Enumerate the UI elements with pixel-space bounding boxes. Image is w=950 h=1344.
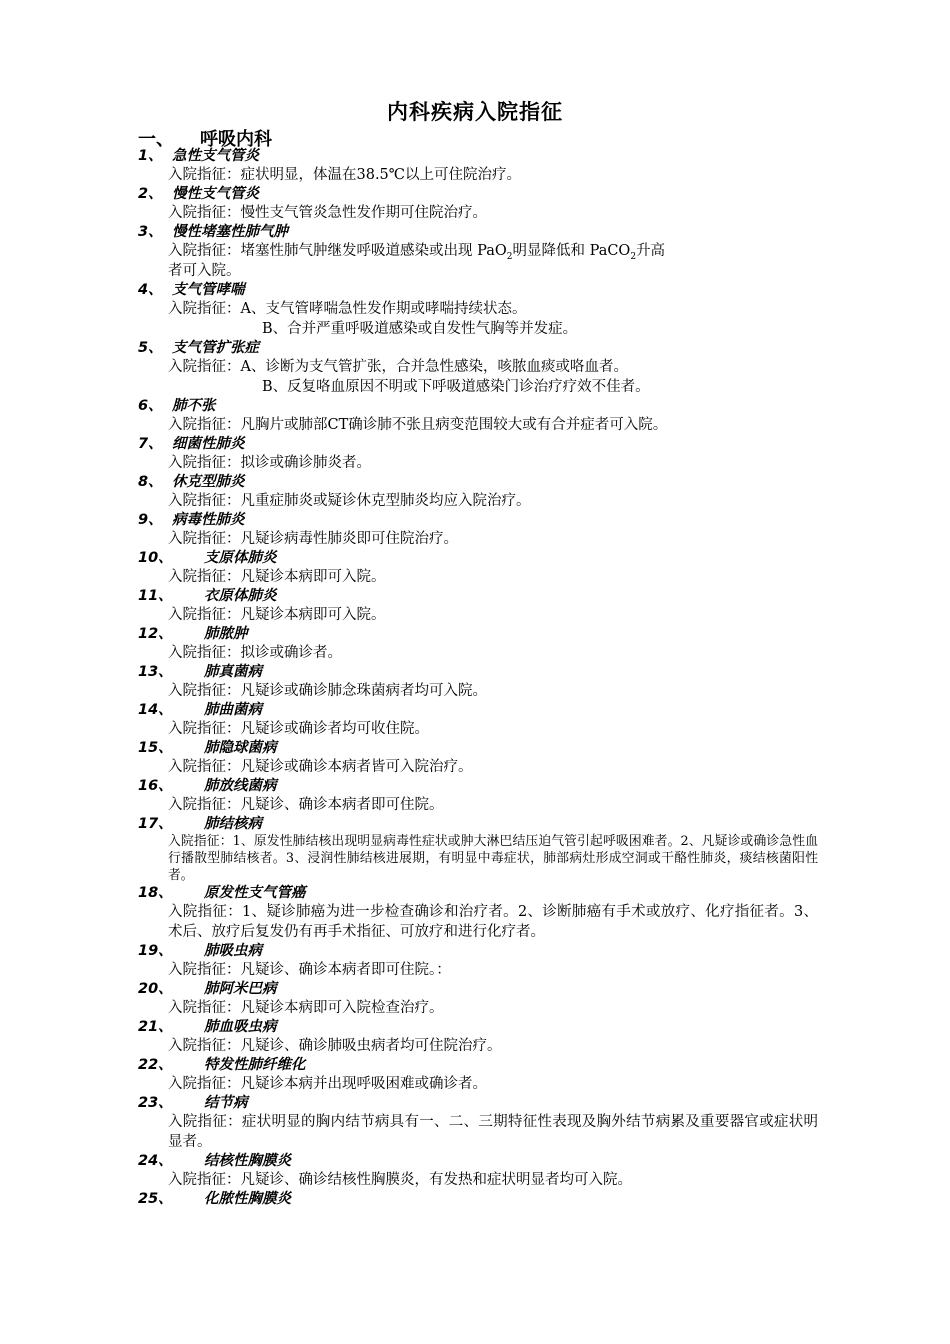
entry-name: 肺放线菌病 [204, 778, 277, 794]
entry-number: 10、 [138, 550, 173, 566]
entry-text: 入院指征：凡疑诊、确诊结核性胸膜炎，有发热和症状明显者均可入院。 [168, 1172, 632, 1188]
entry-text-sub: B、合并严重呼吸道感染或自发性气胸等并发症。 [262, 321, 578, 337]
entry-23 [138, 1094, 818, 1152]
entry-name: 肺脓肿 [204, 626, 248, 642]
entry-name: 肺结核病 [204, 816, 262, 832]
entry-number: 3、 [138, 224, 163, 240]
entry-number: 19、 [138, 943, 173, 959]
entry-text: 入院指征：凡疑诊病毒性肺炎即可住院治疗。 [168, 531, 458, 547]
entry-number: 22、 [138, 1057, 173, 1073]
entry-heading [138, 281, 818, 299]
entry-text: 入院指征：凡疑诊或确诊者均可收住院。 [168, 721, 429, 737]
entry-paragraph: 入院指征：1、原发性肺结核出现明显病毒性症状或肿大淋巴结压迫气管引起呼吸困难者。2、凡疑诊或确诊急性血行播散型肺结核者。3、浸润性肺结核进展期，有明显中毒症状，肺部病灶形成空洞或干酪性肺炎，痰结核菌阳性者。 [168, 834, 818, 883]
entry-24 [138, 1152, 818, 1190]
entry-name: 休克型肺炎 [172, 474, 245, 490]
entry-25 [138, 1190, 818, 1208]
entry-13 [138, 663, 818, 701]
entry-number: 13、 [138, 664, 173, 680]
entry-name: 肺曲菌病 [204, 702, 262, 718]
entry-17 [138, 815, 818, 884]
entry-text: 入院指征：A、支气管哮喘急性发作期或哮喘持续状态。 [168, 301, 527, 317]
entry-text: 入院指征：A、诊断为支气管扩张，合并急性感染，咳脓血痰或咯血者。 [168, 359, 628, 375]
entry-text: 入院指征：拟诊或确诊肺炎者。 [168, 455, 371, 471]
entry-4 [138, 281, 818, 339]
entry-22 [138, 1056, 818, 1094]
entry-heading [138, 1094, 818, 1112]
entry-15 [138, 739, 818, 777]
entry-name: 特发性肺纤维化 [204, 1057, 306, 1073]
entry-text: 入院指征：凡疑诊本病即可入院。 [168, 569, 386, 585]
entry-number: 6、 [138, 398, 163, 414]
entry-name: 衣原体肺炎 [204, 588, 277, 604]
entry-name: 肺隐球菌病 [204, 740, 277, 756]
entry-12 [138, 625, 818, 663]
entry-number: 11、 [138, 588, 173, 604]
entry-18 [138, 884, 818, 942]
entry-heading [138, 549, 818, 567]
page-title: 内科疾病入院指征 [387, 99, 563, 124]
entry-heading [138, 884, 818, 902]
entry-heading [138, 1152, 818, 1170]
entry-name: 支原体肺炎 [204, 550, 277, 566]
entry-text: 入院指征：凡疑诊或确诊肺念珠菌病者均可入院。 [168, 683, 487, 699]
entry-heading [138, 435, 818, 453]
entry-7 [138, 435, 818, 473]
entry-1 [138, 147, 818, 185]
entry-list [138, 147, 818, 1208]
entry-name: 慢性堵塞性肺气肿 [172, 224, 288, 240]
entry-number: 7、 [138, 436, 163, 452]
entry-heading [138, 942, 818, 960]
entry-20 [138, 980, 818, 1018]
entry-2 [138, 185, 818, 223]
entry-heading [138, 777, 818, 795]
entry-5 [138, 339, 818, 397]
entry-number: 5、 [138, 340, 163, 356]
entry-number: 15、 [138, 740, 173, 756]
entry-text: 入院指征：凡疑诊本病即可入院检查治疗。 [168, 1000, 444, 1016]
entry-name: 病毒性肺炎 [172, 512, 245, 528]
entry-heading [138, 339, 818, 357]
entry-heading [138, 397, 818, 415]
entry-name: 支气管扩张症 [172, 340, 259, 356]
entry-number: 20、 [138, 981, 173, 997]
entry-text-sub: B、反复咯血原因不明或下呼吸道感染门诊治疗疗效不佳者。 [262, 379, 650, 395]
entry-heading [138, 223, 818, 241]
entry-6 [138, 397, 818, 435]
entry-number: 8、 [138, 474, 163, 490]
entry-16 [138, 777, 818, 815]
entry-text: 入院指征：症状明显，体温在38.5℃以上可住院治疗。 [168, 167, 522, 183]
entry-heading [138, 1056, 818, 1074]
entry-text: 入院指征：凡疑诊本病即可入院。 [168, 607, 386, 623]
entry-number: 24、 [138, 1153, 173, 1169]
entry-name: 细菌性肺炎 [172, 436, 245, 452]
entry-number: 21、 [138, 1019, 173, 1035]
entry-text: 入院指征：凡疑诊本病并出现呼吸困难或确诊者。 [168, 1076, 487, 1092]
entry-14 [138, 701, 818, 739]
entry-number: 4、 [138, 282, 163, 298]
entry-number: 12、 [138, 626, 173, 642]
entry-name: 肺吸虫病 [204, 943, 262, 959]
entry-heading [138, 473, 818, 491]
entry-11 [138, 587, 818, 625]
entry-text: 入院指征：凡疑诊、确诊本病者即可住院。： [168, 962, 451, 978]
entry-name: 原发性支气管癌 [204, 885, 306, 901]
entry-name: 慢性支气管炎 [172, 186, 259, 202]
entry-heading [138, 663, 818, 681]
entry-heading [138, 511, 818, 529]
entry-name: 肺血吸虫病 [204, 1019, 277, 1035]
entry-text: 入院指征：凡胸片或肺部CT确诊肺不张且病变范围较大或有合并症者可入院。 [168, 417, 668, 433]
entry-number: 16、 [138, 778, 173, 794]
entry-name: 化脓性胸膜炎 [204, 1191, 291, 1207]
entry-8 [138, 473, 818, 511]
entry-text: 入院指征：凡疑诊、确诊肺吸虫病者均可住院治疗。 [168, 1038, 502, 1054]
entry-paragraph: 入院指征：症状明显的胸内结节病具有一、二、三期特征性表现及胸外结节病累及重要器官或症状明显者。 [168, 1114, 818, 1150]
entry-text: 入院指征：凡重症肺炎或疑诊休克型肺炎均应入院治疗。 [168, 493, 531, 509]
entry-name: 支气管哮喘 [172, 282, 245, 298]
entry-paragraph: 入院指征：1、疑诊肺癌为进一步检查确诊和治疗者。2、诊断肺癌有手术或放疗、化疗指征者。3、术后、放疗后复发仍有再手术指征、可放疗和进行化疗者。 [168, 904, 818, 940]
entry-heading [138, 980, 818, 998]
entry-3 [138, 223, 818, 281]
entry-heading [138, 701, 818, 719]
entry-heading [138, 739, 818, 757]
entry-number: 2、 [138, 186, 163, 202]
entry-number: 23、 [138, 1095, 173, 1111]
entry-heading [138, 625, 818, 643]
entry-text: 入院指征：堵塞性肺气肿继发呼吸道感染或出现 PaO$_2$明显降低和 PaCO$_2$升高 [168, 243, 666, 262]
entry-name: 肺真菌病 [204, 664, 262, 680]
section-number: 一、 [138, 129, 174, 150]
entry-number: 1、 [138, 148, 163, 164]
entry-10 [138, 549, 818, 587]
entry-text: 入院指征：凡疑诊、确诊本病者即可住院。 [168, 797, 444, 813]
entry-text-continued: 者可入院。 [168, 263, 241, 279]
entry-name: 急性支气管炎 [172, 148, 259, 164]
entry-name: 结节病 [204, 1095, 248, 1111]
entry-19 [138, 942, 818, 980]
entry-heading [138, 815, 818, 833]
entry-heading [138, 1190, 818, 1208]
entry-number: 25、 [138, 1191, 173, 1207]
entry-name: 肺阿米巴病 [204, 981, 277, 997]
entry-9 [138, 511, 818, 549]
entry-heading [138, 147, 818, 165]
entry-heading [138, 1018, 818, 1036]
entry-heading [138, 587, 818, 605]
section-name: 呼吸内科 [200, 129, 272, 150]
entry-text: 入院指征：凡疑诊或确诊本病者皆可入院治疗。 [168, 759, 473, 775]
entry-text: 入院指征：拟诊或确诊者。 [168, 645, 342, 661]
entry-heading [138, 185, 818, 203]
entry-number: 14、 [138, 702, 173, 718]
entry-name: 肺不张 [172, 398, 216, 414]
entry-name: 结核性胸膜炎 [204, 1153, 291, 1169]
entry-number: 17、 [138, 816, 173, 832]
entry-21 [138, 1018, 818, 1056]
entry-number: 18、 [138, 885, 173, 901]
entry-number: 9、 [138, 512, 163, 528]
entry-text: 入院指征：慢性支气管炎急性发作期可住院治疗。 [168, 205, 487, 221]
